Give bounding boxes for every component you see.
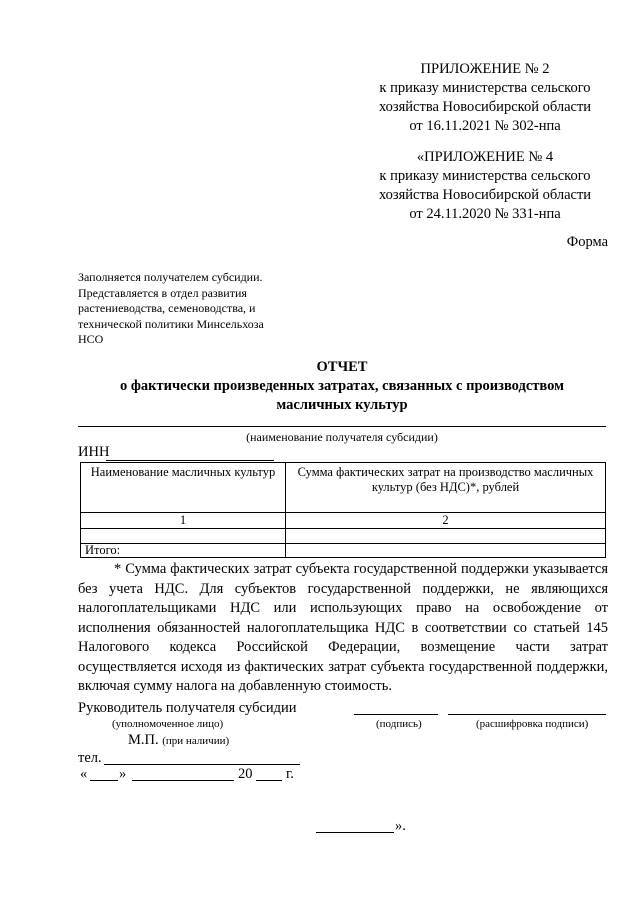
appendix-2-block <box>370 60 600 136</box>
report-title: ОТЧЕТ <box>316 359 368 375</box>
inn-input-line[interactable] <box>106 460 274 461</box>
footnote-text: * Сумма фактических затрат субъекта государственной поддержки указывается без учета НДС. Для субъектов государственной поддержки, не являющихся налогоплательщиками НДС или использующих право на освобождение от исполнения обязанностей налогоплательщика НДС в соответствии со статьей 145 Налогового кодекса Российской Федерации, возмещение части затрат осуществляется исходя из фактических затрат субъекта государственной поддержки, включая сумму налога на добавленную стоимость. <box>78 561 608 694</box>
head-label: Руководитель получателя субсидии <box>78 700 297 716</box>
table-cell-sum[interactable] <box>286 529 606 544</box>
date-year-prefix: 20 <box>238 766 253 782</box>
signature-line[interactable] <box>354 714 438 715</box>
table-cell-crop[interactable] <box>81 529 286 544</box>
submission-note-line-3: растениеводства, семеноводства, и <box>78 301 256 315</box>
appendix-4-block <box>370 148 600 224</box>
appendix-2-line-2: хозяйства Новосибирской области <box>378 99 592 115</box>
appendix-2-line-3: от 16.11.2021 № 302-нпа <box>409 118 561 134</box>
recipient-name-line[interactable] <box>78 426 606 427</box>
appendix-4-title: «ПРИЛОЖЕНИЕ № 4 <box>416 149 554 165</box>
column-number-2: 2 <box>286 513 606 529</box>
appendix-4-line-3: от 24.11.2020 № 331-нпа <box>409 206 561 222</box>
appendix-2-title: ПРИЛОЖЕНИЕ № 2 <box>420 61 550 77</box>
closing-line <box>316 832 394 833</box>
total-label: Итого: <box>81 544 286 558</box>
date-year-suffix: г. <box>286 766 294 782</box>
appendix-4-line-2: хозяйства Новосибирской области <box>378 187 592 203</box>
column-number-1: 1 <box>81 513 286 529</box>
submission-note-line-1: Заполняется получателем субсидии. <box>78 270 263 284</box>
total-value-cell[interactable] <box>286 544 606 558</box>
stamp-label: М.П. <box>128 732 159 748</box>
report-heading <box>78 358 606 415</box>
table-number-row <box>81 513 606 529</box>
table-header-row <box>81 463 606 513</box>
submission-note <box>78 270 308 348</box>
appendix-2-line-1: к приказу министерства сельского <box>379 80 591 96</box>
submission-note-line-4: технической политики Минсельхоза <box>78 316 264 331</box>
stamp-row <box>128 732 229 749</box>
header-costs-sum: Сумма фактических затрат на производство масличных культур (без НДС)*, рублей <box>286 463 606 513</box>
form-label: Форма <box>566 234 608 250</box>
recipient-caption: (наименование получателя субсидии) <box>246 430 438 444</box>
date-close-quote: » <box>119 766 127 782</box>
decoding-caption: (расшифровка подписи) <box>476 718 589 730</box>
table-total-row <box>81 544 606 558</box>
appendix-4-line-1: к приказу министерства сельского <box>379 168 591 184</box>
stamp-caption: (при наличии) <box>162 735 230 747</box>
table-row <box>81 529 606 544</box>
phone-label: тел. <box>78 750 102 766</box>
footnote <box>78 560 608 697</box>
phone-input-line[interactable] <box>104 764 300 765</box>
costs-table <box>80 462 606 558</box>
header-crop-name: Наименование масличных культур <box>81 463 286 513</box>
date-day-line[interactable] <box>90 780 118 781</box>
report-subtitle-line-1: о фактически произведенных затратах, связанных с производством <box>120 378 564 394</box>
decoding-line[interactable] <box>448 714 606 715</box>
date-year-line[interactable] <box>256 780 282 781</box>
inn-label: ИНН <box>78 444 110 460</box>
closing-mark: ». <box>395 818 406 834</box>
submission-note-line-5: НСО <box>78 332 104 346</box>
date-open-quote: « <box>80 766 88 782</box>
authorized-caption: (уполномоченное лицо) <box>112 718 224 730</box>
report-subtitle-line-2: масличных культур <box>276 397 408 413</box>
signature-caption: (подпись) <box>376 718 422 730</box>
submission-note-line-2: Представляется в отдел развития <box>78 285 247 300</box>
date-month-line[interactable] <box>132 780 234 781</box>
